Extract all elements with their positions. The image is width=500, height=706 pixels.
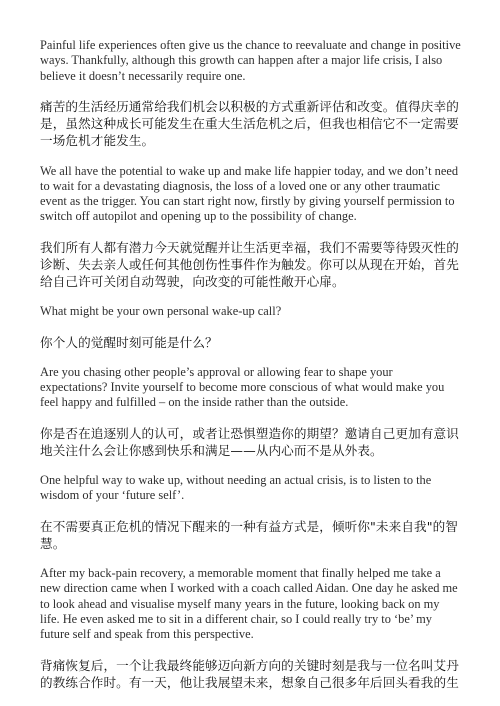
paragraph-zh-5: 在不需要真正危机的情况下醒来的一种有益方式是，倾听你"未来自我"的智慧。 [40,518,458,551]
document-page [40,38,462,705]
paragraph-en-2: We all have the potential to wake up and make life happier today, and we don’t need to wait for a devastating diagnosis, the loss of a loved one or any other traumatic event as the trigger. You can start right now, firstly by giving yourself permission to switch off autopilot and opening up to the possibility of change. [40,163,459,224]
paragraph-en-6: After my back-pain recovery, a memorable moment that finally helped me take a new direction came when I worked with a coach called Aidan. One day he asked me to look ahead and visualise myself many years in the future, looking back on my life. He even asked me to sit in a different chair, so I could really try to ‘be’ my future self and speak from this perspective. [40,566,458,642]
paragraph-en-4: Are you chasing other people’s approval or allowing fear to shape your expectations? Invite yourself to become more conscious of what would make you feel happy and fulfilled – on the inside rather than the outside. [40,364,445,410]
paragraph-en-1: Painful life experiences often give us the chance to reevaluate and change in positive ways. Thankfully, although this growth can happen after a major life crisis, I also believe it doesn’t necessarily require one. [40,38,461,83]
paragraph-zh-4: 你是否在追逐别人的认可，或者让恐惧塑造你的期望？邀请自己更加有意识地关注什么会让你感到快乐和满足——从内心而不是从外表。 [40,425,459,458]
paragraph-zh-3: 你个人的觉醒时刻可能是什么？ [40,334,218,350]
paragraph-zh-6: 背痛恢复后，一个让我最终能够迈向新方向的关键时刻是我与一位名叫艾丹的教练合作时。有一天，他让我展望未来，想象自己很多年后回头看我的生 [40,657,459,690]
paragraph-zh-2: 我们所有人都有潜力今天就觉醒并让生活更幸福，我们不需要等待毁灭性的诊断、失去亲人或任何其他创伤性事件作为触发。你可以从现在开始，首先给自己许可关闭自动驾驶，向改变的可能性敞开心扉。 [40,239,459,290]
paragraph-en-5: One helpful way to wake up, without needing an actual crisis, is to listen to the wisdom of your ‘future self’. [40,473,432,503]
paragraph-zh-1: 痛苦的生活经历通常给我们机会以积极的方式重新评估和改变。值得庆幸的是，虽然这种成长可能发生在重大生活危机之后，但我也相信它不一定需要一场危机才能发生。 [40,98,459,149]
paragraph-en-3: What might be your own personal wake-up call? [40,304,282,319]
